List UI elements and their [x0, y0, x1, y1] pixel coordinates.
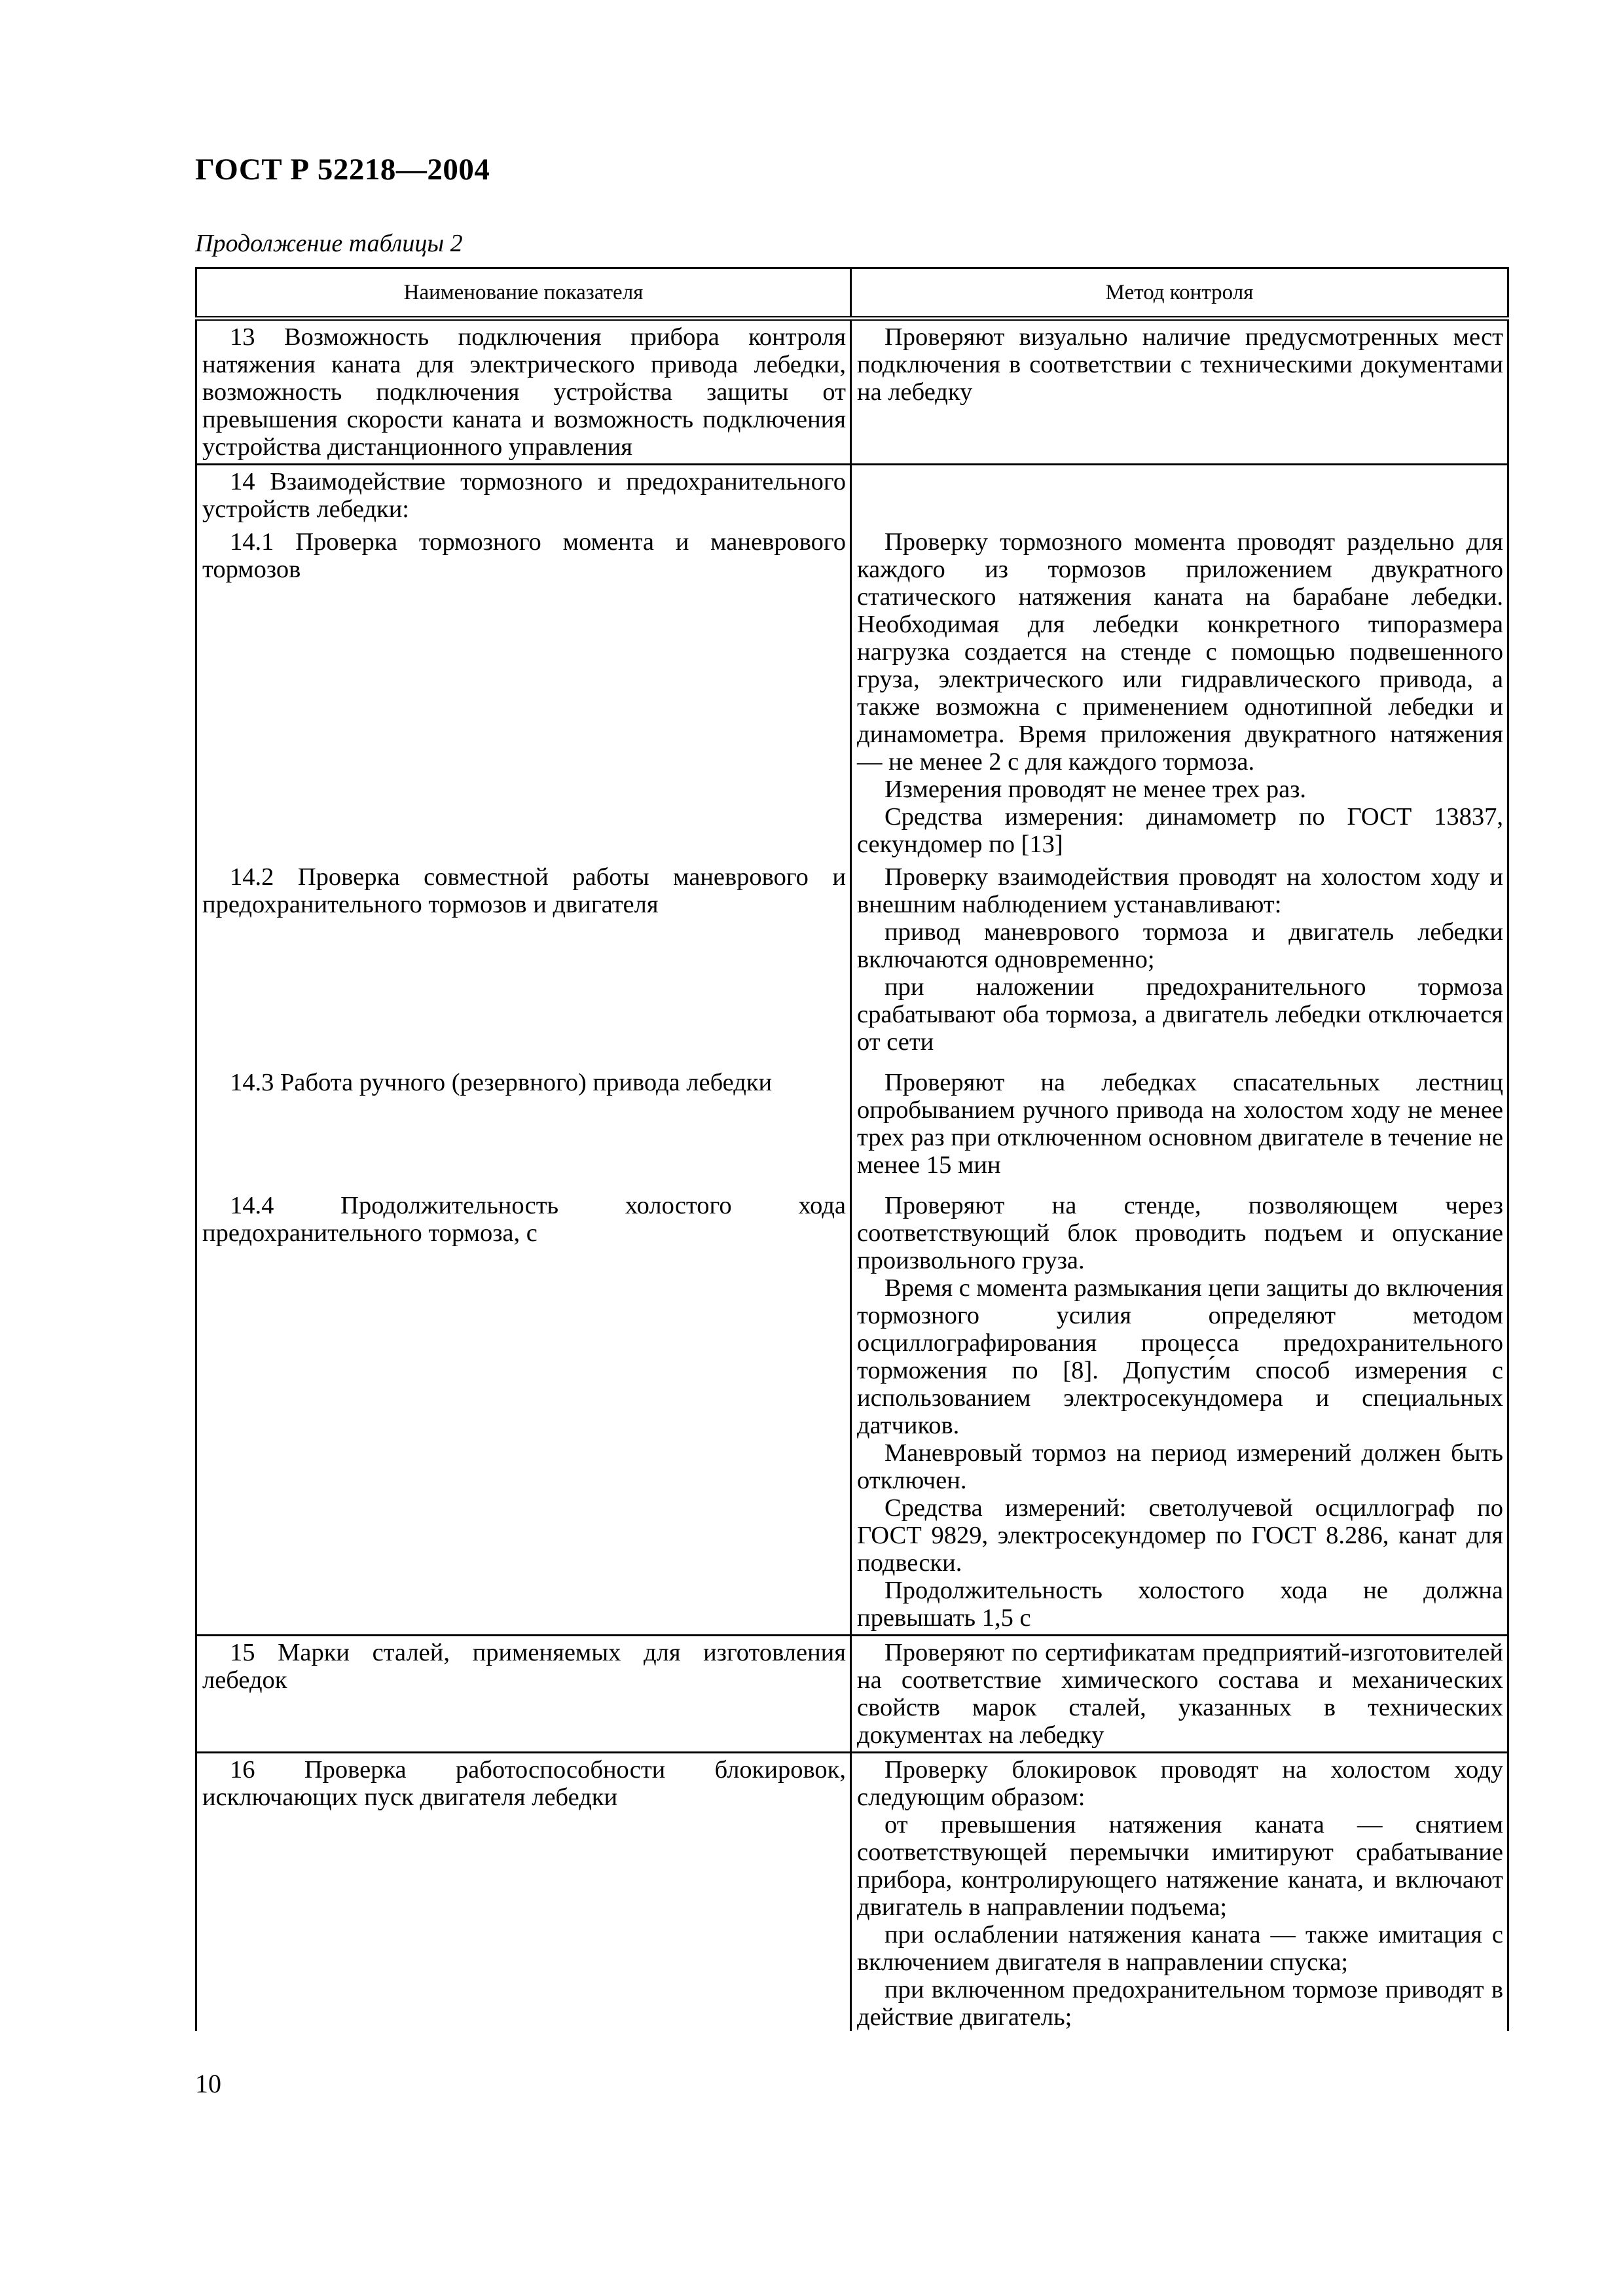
row-14-4-method-p2: Время с момента размыкания цепи защиты до включения тормозного усилия определяют методом осциллографирования процесса предохранительного торможения по [8]. Допусти́м способ измерения с использованием электросекундомера и специальных датчиков. [857, 1274, 1503, 1439]
row-16-method-p4: при включенном предохранительном тормозе приводят в действие двигатель; [857, 1976, 1503, 2031]
table-row-13 [196, 319, 1508, 465]
row-14-4-method-p5: Продолжительность холостого хода не должна превышать 1,5 с [857, 1577, 1503, 1632]
row-14-2-name: 14.2 Проверка совместной работы маневрового и предохранительного тормозов и двигателя [202, 863, 846, 918]
cell-method [851, 861, 1508, 1066]
cell-method-empty [851, 465, 1508, 526]
table-row-14-1 [196, 526, 1508, 861]
row-14-4-method-p3: Маневровый тормоз на период измерений должен быть отключен. [857, 1439, 1503, 1494]
row-15-method: Проверяют по сертификатам предприятий-изготовителей на соответствие химического состава и механических свойств марок сталей, указанных в технических документах на лебедку [857, 1639, 1503, 1749]
row-14-2-method-p1: Проверку взаимодействия проводят на холостом ходу и внешним наблюдением устанавливают: [857, 863, 1503, 918]
cell-name [196, 526, 851, 861]
row-16-method-p3: при ослаблении натяжения каната — также имитация с включением двигателя в направлении спуска; [857, 1921, 1503, 1976]
page-number: 10 [195, 2069, 221, 2098]
table-caption: Продолжение таблицы 2 [195, 230, 463, 257]
row-16-method-p1: Проверку блокировок проводят на холостом ходу следующим образом: [857, 1756, 1503, 1811]
row-14-4-name: 14.4 Продолжительность холостого хода предохранительного тормоза, с [202, 1192, 846, 1247]
row-14-name: 14 Взаимодействие тормозного и предохранительного устройств лебедки: [202, 468, 846, 523]
cell-method [851, 1189, 1508, 1636]
cell-name [196, 1066, 851, 1189]
cell-name [196, 319, 851, 465]
cell-name [196, 1753, 851, 2032]
row-16-method-p2: от превышения натяжения каната — снятием соответствующей перемычки имитируют срабатывание прибора, контролирующего натяжение каната, и включают двигатель в направлении подъема; [857, 1811, 1503, 1921]
table-header-row [196, 268, 1508, 319]
row-14-1-name: 14.1 Проверка тормозного момента и маневрового тормозов [202, 528, 846, 583]
row-13-name: 13 Возможность подключения прибора контроля натяжения каната для электрического привода лебедки, возможность подключения устройства защиты от превышения скорости каната и возможность подключения устройства дистанционного управления [202, 323, 846, 461]
row-16-name: 16 Проверка работоспособности блокировок, исключающих пуск двигателя лебедки [202, 1756, 846, 1811]
row-14-2-method-p3: при наложении предохранительного тормоза срабатывают оба тормоза, а двигатель лебедки отключается от сети [857, 973, 1503, 1056]
table-row-15 [196, 1636, 1508, 1753]
table-row-14 [196, 465, 1508, 526]
cell-name [196, 1189, 851, 1636]
cell-method [851, 1066, 1508, 1189]
document-code-header: ГОСТ Р 52218—2004 [195, 152, 490, 187]
cell-method [851, 1753, 1508, 2032]
row-14-1-method-p1: Проверку тормозного момента проводят раздельно для каждого из тормозов приложением двукратного статического натяжения каната на барабане лебедки. Необходимая для лебедки конкретного типоразмера нагрузка создается на стенде с помощью подвешенного груза, электрического или гидравлического привода, а также возможна с применением однотипной лебедки и динамометра. Время приложения двукратного натяжения — не менее 2 с для каждого тормоза. [857, 528, 1503, 776]
requirements-table [195, 267, 1509, 2031]
cell-name [196, 861, 851, 1066]
table-row-14-2 [196, 861, 1508, 1066]
table-row-16 [196, 1753, 1508, 2032]
cell-name [196, 465, 851, 526]
row-14-3-name: 14.3 Работа ручного (резервного) привода лебедки [230, 1069, 773, 1096]
cell-method [851, 526, 1508, 861]
row-14-2-method-p2: привод маневрового тормоза и двигатель лебедки включаются одновременно; [857, 918, 1503, 973]
cell-name [196, 1636, 851, 1753]
row-14-4-method-p1: Проверяют на стенде, позволяющем через соответствующий блок проводить подъем и опускание произвольного груза. [857, 1192, 1503, 1274]
cell-method [851, 319, 1508, 465]
row-14-1-method-p2: Измерения проводят не менее трех раз. [884, 776, 1307, 803]
row-14-4-method-p4: Средства измерений: светолучевой осциллограф по ГОСТ 9829, электросекундомер по ГОСТ 8.286, канат для подвески. [857, 1494, 1503, 1577]
row-13-method: Проверяют визуально наличие предусмотренных мест подключения в соответствии с техническими документами на лебедку [857, 323, 1503, 406]
cell-method [851, 1636, 1508, 1753]
column-header-name: Наименование показателя [196, 268, 851, 319]
row-14-3-method: Проверяют на лебедках спасательных лестниц опробыванием ручного привода на холостом ходу не менее трех раз при отключенном основном двигателе в течение не менее 15 мин [857, 1069, 1503, 1179]
table-row-14-4 [196, 1189, 1508, 1636]
row-15-name: 15 Марки сталей, применяемых для изготовления лебедок [202, 1639, 846, 1694]
column-header-method: Метод контроля [851, 268, 1508, 319]
row-14-1-method-p3: Средства измерения: динамометр по ГОСТ 13837, секундомер по [13] [857, 803, 1503, 858]
table-row-14-3 [196, 1066, 1508, 1189]
